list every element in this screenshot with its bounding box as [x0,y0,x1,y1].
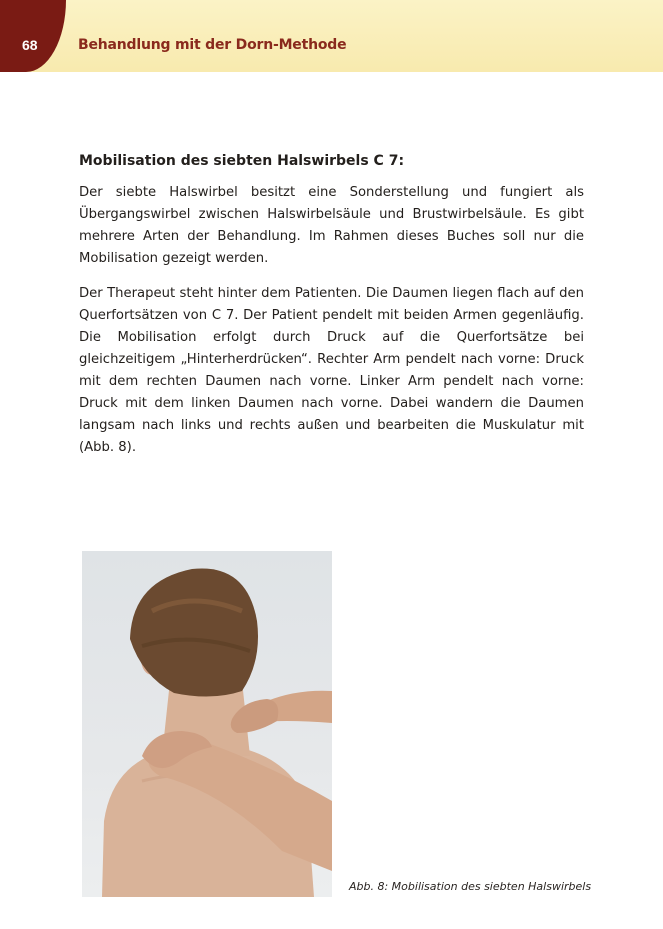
paragraph-1: Der siebte Halswirbel besitzt eine Sonderstellung und fungiert als Übergangswirbel zwischen Halswirbelsäule und Brustwirbelsäule. Es gibt mehrere Arten der Behandlung. Im Rahmen dieses Buches soll nur die Mobilisation gezeigt werden. [79,185,584,266]
page-header [0,0,663,72]
running-title: Behandlung mit der Dorn-Methode [78,37,347,53]
photo-illustration [82,551,332,897]
header-divider [0,72,663,74]
paragraph-2: Der Therapeut steht hinter dem Patienten. Die Daumen liegen flach auf den Querfortsätzen von C 7. Der Patient pendelt mit beiden Armen gegenläufig. Die Mobilisation erfolgt durch Druck auf die Querfortsätze bei gleichzeitigem „Hinterherdrücken“. Rechter Arm pendelt nach vorne: Druck mit dem rechten Daumen nach vorne. Linker Arm pendelt nach vorne: Druck mit dem linken Daumen nach vorne. Dabei wandern die Daumen langsam nach links und rechts außen und bearbeiten die Muskulatur mit (Abb. 8). [79,286,584,455]
patient-hair [130,568,258,696]
figure-photo [82,551,332,897]
main-content [79,150,584,472]
section-heading: Mobilisation des siebten Halswirbels C 7: [79,153,405,169]
figure-caption: Abb. 8: Mobilisation des siebten Halswirbels [349,880,592,893]
page-number: 68 [22,37,38,53]
